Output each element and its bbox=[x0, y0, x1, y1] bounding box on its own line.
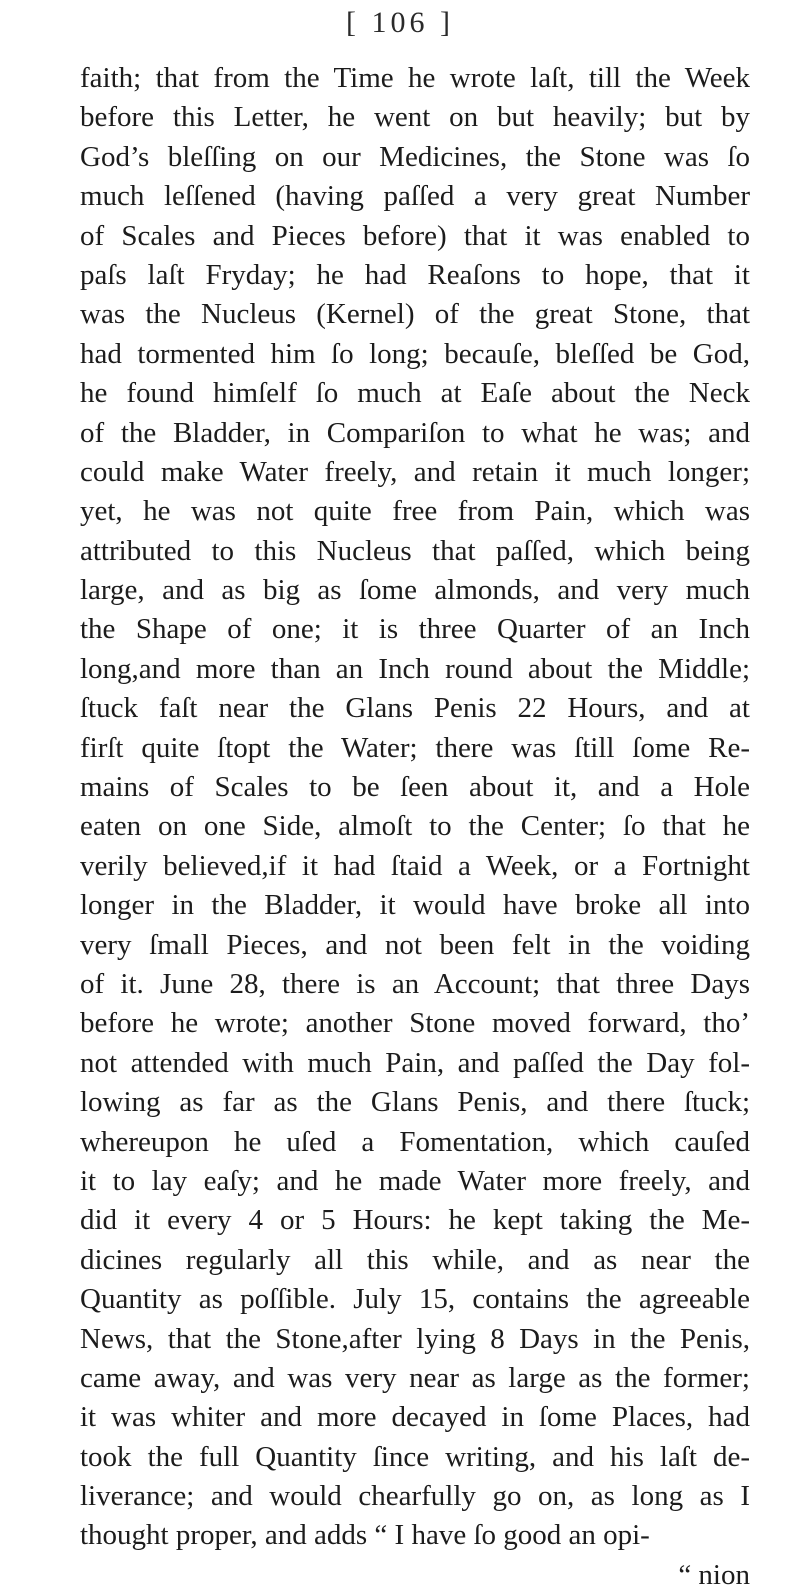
text-line: could make Water freely, and retain it much longer; bbox=[80, 455, 750, 488]
text-line: he found himſelf ſo much at Eaſe about the Neck bbox=[80, 377, 750, 410]
text-line: Quantity as poſſible. July 15, contains the agreeable bbox=[80, 1283, 750, 1316]
text-line: thought proper, and adds “ I have ſo good an opi- bbox=[80, 1519, 650, 1552]
text-line: had tormented him ſo long; becauſe, bleſſed be God, bbox=[80, 337, 750, 370]
text-line: did it every 4 or 5 Hours: he kept taking the Me- bbox=[80, 1204, 750, 1237]
text-line: faith; that from the Time he wrote laſt, till the Week bbox=[80, 62, 750, 94]
text-line: before this Letter, he went on but heavily; but by bbox=[80, 101, 750, 134]
text-line: dicines regularly all this while, and as near the bbox=[80, 1243, 750, 1276]
text-line: mains of Scales to be ſeen about it, and a Hole bbox=[80, 771, 750, 804]
text-line: of it. June 28, there is an Account; that three Days bbox=[80, 967, 750, 1000]
text-line: of Scales and Pieces before) that it was enabled to bbox=[80, 219, 750, 252]
text-line: verily believed,if it had ſtaid a Week, or a Fortnight bbox=[80, 849, 750, 882]
text-line: firſt quite ſtopt the Water; there was ſtill ſome Re- bbox=[80, 731, 750, 764]
text-line: much leſſened (having paſſed a very great Number bbox=[80, 180, 750, 213]
text-line: lowing as far as the Glans Penis, and there ſtuck; bbox=[80, 1086, 750, 1119]
text-line: long,and more than an Inch round about the Middle; bbox=[80, 652, 750, 685]
text-line: took the full Quantity ſince writing, and his laſt de- bbox=[80, 1440, 750, 1473]
text-line: yet, he was not quite free from Pain, which was bbox=[80, 495, 750, 528]
text-line: very ſmall Pieces, and not been felt in the voiding bbox=[80, 928, 750, 961]
page-number: [ 106 ] bbox=[346, 6, 454, 39]
text-line: the Shape of one; it is three Quarter of an Inch bbox=[80, 613, 750, 646]
text-line: eaten on one Side, almoſt to the Center; ſo that he bbox=[80, 810, 750, 843]
text-line: God’s bleſſing on our Medicines, the Stone was ſo bbox=[80, 140, 750, 173]
text-line: came away, and was very near as large as the former; bbox=[80, 1361, 750, 1394]
text-line: liverance; and would chearfully go on, as long as I bbox=[80, 1480, 750, 1513]
text-line: not attended with much Pain, and paſſed the Day fol- bbox=[80, 1046, 750, 1079]
text-line: of the Bladder, in Compariſon to what he was; and bbox=[80, 416, 750, 449]
text-line: attributed to this Nucleus that paſſed, which being bbox=[80, 534, 750, 567]
body-text bbox=[80, 59, 750, 1595]
text-line: before he wrote; another Stone moved forward, tho’ bbox=[80, 1007, 750, 1040]
text-line: paſs laſt Fryday; he had Reaſons to hope, that it bbox=[80, 258, 750, 291]
catchword: “ nion bbox=[678, 1558, 750, 1591]
text-line: longer in the Bladder, it would have broke all into bbox=[80, 889, 750, 922]
text-line: large, and as big as ſome almonds, and very much bbox=[80, 574, 750, 607]
text-line: whereupon he uſed a Fomentation, which cauſed bbox=[80, 1125, 750, 1158]
text-line: it to lay eaſy; and he made Water more freely, and bbox=[80, 1164, 750, 1197]
text-line: ſtuck faſt near the Glans Penis 22 Hours, and at bbox=[80, 692, 750, 725]
text-line: was the Nucleus (Kernel) of the great Stone, that bbox=[80, 298, 750, 331]
text-line: it was whiter and more decayed in ſome Places, had bbox=[80, 1401, 750, 1434]
text-line: News, that the Stone,after lying 8 Days in the Penis, bbox=[80, 1322, 750, 1355]
